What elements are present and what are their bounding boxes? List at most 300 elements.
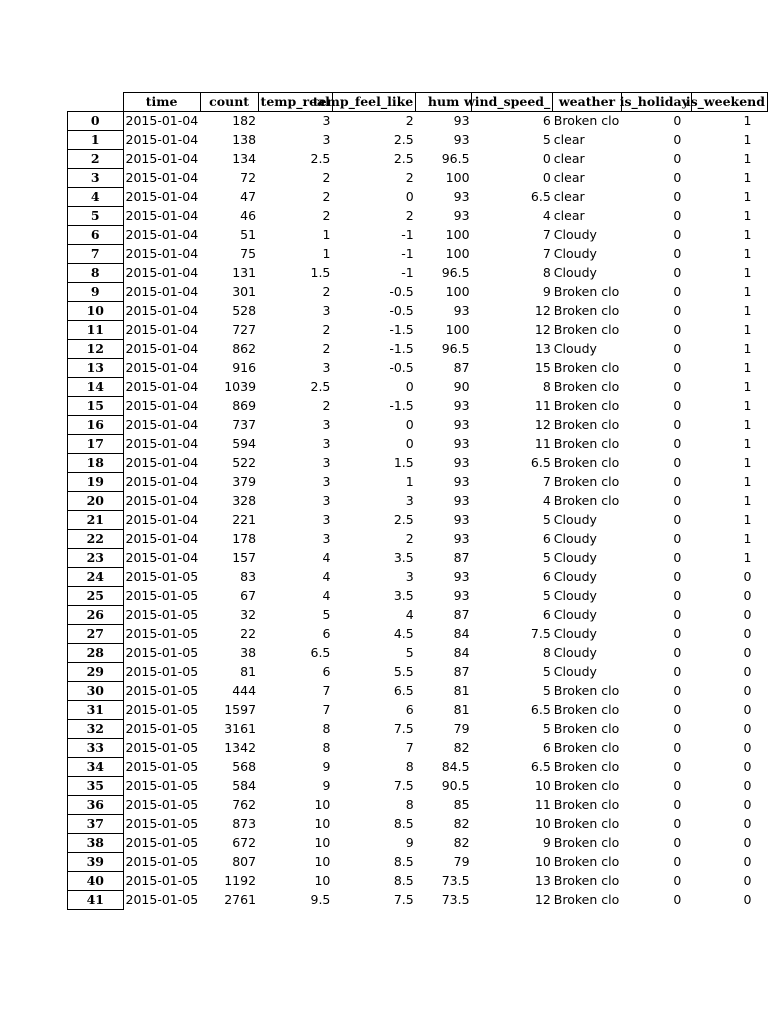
cell-count[interactable]: 737: [232, 417, 257, 432]
cell-time[interactable]: 2015-01-04: [125, 170, 199, 185]
cell-wind-speed[interactable]: 5: [542, 664, 551, 679]
cell-is-weekend[interactable]: 1: [743, 227, 752, 242]
table-row[interactable]: [68, 473, 768, 492]
cell-weather[interactable]: Cloudy: [553, 588, 597, 603]
table-row[interactable]: [68, 701, 768, 720]
row-index[interactable]: 28: [68, 644, 124, 663]
cell-is-holiday[interactable]: 0: [673, 588, 682, 603]
cell-hum[interactable]: 85: [453, 797, 470, 812]
cell-wind-speed[interactable]: 5: [542, 588, 551, 603]
cell-weather[interactable]: Broken clo: [553, 322, 620, 337]
cell-count[interactable]: 2761: [224, 892, 257, 907]
cell-count[interactable]: 301: [232, 284, 257, 299]
cell-is-holiday[interactable]: 0: [673, 797, 682, 812]
table-row[interactable]: [68, 796, 768, 815]
cell-is-holiday[interactable]: 0: [673, 208, 682, 223]
cell-count[interactable]: 3161: [224, 721, 257, 736]
column-header-temp-real[interactable]: temp_real: [258, 93, 332, 112]
cell-is-weekend[interactable]: 0: [743, 569, 752, 584]
cell-is-holiday[interactable]: 0: [673, 664, 682, 679]
cell-temp-real[interactable]: 3: [322, 493, 331, 508]
column-header-is-weekend[interactable]: is_weekend: [691, 93, 767, 112]
cell-is-holiday[interactable]: 0: [673, 512, 682, 527]
cell-is-weekend[interactable]: 1: [743, 512, 752, 527]
row-index[interactable]: 30: [68, 682, 124, 701]
cell-is-weekend[interactable]: 1: [743, 398, 752, 413]
row-index[interactable]: 20: [68, 492, 124, 511]
cell-count[interactable]: 157: [232, 550, 257, 565]
row-index[interactable]: 37: [68, 815, 124, 834]
cell-count[interactable]: 67: [240, 588, 257, 603]
cell-temp-real[interactable]: 10: [314, 873, 331, 888]
cell-count[interactable]: 221: [232, 512, 257, 527]
cell-wind-speed[interactable]: 11: [534, 398, 551, 413]
cell-is-weekend[interactable]: 0: [743, 626, 752, 641]
cell-temp-feel-like[interactable]: 4: [405, 607, 414, 622]
cell-temp-real[interactable]: 6: [322, 626, 331, 641]
cell-count[interactable]: 134: [232, 151, 257, 166]
cell-count[interactable]: 75: [240, 246, 257, 261]
cell-wind-speed[interactable]: 8: [542, 265, 551, 280]
cell-weather[interactable]: Broken clo: [553, 778, 620, 793]
table-row[interactable]: [68, 682, 768, 701]
cell-weather[interactable]: Broken clo: [553, 113, 620, 129]
table-row[interactable]: [68, 834, 768, 853]
cell-hum[interactable]: 82: [453, 816, 470, 831]
cell-is-weekend[interactable]: 0: [743, 816, 752, 831]
cell-time[interactable]: 2015-01-05: [125, 835, 199, 850]
cell-hum[interactable]: 93: [453, 417, 470, 432]
cell-wind-speed[interactable]: 15: [534, 360, 551, 375]
cell-hum[interactable]: 87: [453, 607, 470, 622]
table-row[interactable]: [68, 511, 768, 530]
table-row[interactable]: [68, 226, 768, 245]
cell-is-holiday[interactable]: 0: [673, 550, 682, 565]
cell-weather[interactable]: Broken clo: [553, 474, 620, 489]
cell-time[interactable]: 2015-01-05: [125, 778, 199, 793]
table-row[interactable]: [68, 625, 768, 644]
cell-time[interactable]: 2015-01-04: [125, 474, 199, 489]
cell-hum[interactable]: 93: [453, 132, 470, 147]
cell-is-holiday[interactable]: 0: [673, 759, 682, 774]
cell-is-weekend[interactable]: 1: [743, 303, 752, 318]
cell-count[interactable]: 1192: [224, 873, 257, 888]
row-index[interactable]: 41: [68, 891, 124, 910]
cell-count[interactable]: 47: [240, 189, 257, 204]
cell-is-weekend[interactable]: 1: [743, 550, 752, 565]
cell-count[interactable]: 22: [240, 626, 257, 641]
table-row[interactable]: [68, 663, 768, 682]
cell-is-holiday[interactable]: 0: [673, 816, 682, 831]
table-row[interactable]: [68, 777, 768, 796]
table-row[interactable]: [68, 815, 768, 834]
cell-is-weekend[interactable]: 1: [743, 284, 752, 299]
cell-is-holiday[interactable]: 0: [673, 531, 682, 546]
cell-temp-feel-like[interactable]: 7.5: [393, 778, 414, 793]
cell-is-holiday[interactable]: 0: [673, 341, 682, 356]
cell-wind-speed[interactable]: 12: [534, 417, 551, 432]
table-row[interactable]: [68, 321, 768, 340]
cell-hum[interactable]: 79: [453, 854, 470, 869]
cell-temp-real[interactable]: 6: [322, 664, 331, 679]
cell-temp-feel-like[interactable]: 8: [405, 759, 414, 774]
cell-temp-real[interactable]: 4: [322, 569, 331, 584]
table-row[interactable]: [68, 169, 768, 188]
cell-hum[interactable]: 93: [453, 436, 470, 451]
column-header-wind-speed[interactable]: wind_speed_: [472, 93, 553, 112]
cell-is-holiday[interactable]: 0: [673, 113, 682, 129]
cell-temp-feel-like[interactable]: 2: [405, 208, 414, 223]
cell-count[interactable]: 131: [232, 265, 257, 280]
cell-count[interactable]: 727: [232, 322, 257, 337]
row-index[interactable]: 40: [68, 872, 124, 891]
cell-count[interactable]: 46: [240, 208, 257, 223]
cell-weather[interactable]: Broken clo: [553, 740, 620, 755]
cell-is-holiday[interactable]: 0: [673, 626, 682, 641]
cell-time[interactable]: 2015-01-04: [125, 227, 199, 242]
cell-hum[interactable]: 93: [453, 588, 470, 603]
cell-temp-real[interactable]: 7: [322, 702, 331, 717]
cell-temp-feel-like[interactable]: 5: [405, 645, 414, 660]
cell-weather[interactable]: Broken clo: [553, 759, 620, 774]
cell-temp-real[interactable]: 3: [322, 512, 331, 527]
cell-temp-feel-like[interactable]: 7.5: [393, 892, 414, 907]
cell-temp-real[interactable]: 9: [322, 778, 331, 793]
row-index[interactable]: 15: [68, 397, 124, 416]
cell-time[interactable]: 2015-01-04: [125, 322, 199, 337]
cell-time[interactable]: 2015-01-05: [125, 873, 199, 888]
column-header-temp-feel-like[interactable]: temp_feel_like: [332, 93, 415, 112]
cell-wind-speed[interactable]: 11: [534, 436, 551, 451]
cell-weather[interactable]: Broken clo: [553, 702, 620, 717]
cell-is-weekend[interactable]: 0: [743, 740, 752, 755]
cell-count[interactable]: 568: [232, 759, 257, 774]
row-index[interactable]: 10: [68, 302, 124, 321]
cell-time[interactable]: 2015-01-04: [125, 189, 199, 204]
row-index[interactable]: 18: [68, 454, 124, 473]
cell-temp-feel-like[interactable]: -0.5: [389, 303, 414, 318]
row-index[interactable]: 29: [68, 663, 124, 682]
cell-wind-speed[interactable]: 10: [534, 778, 551, 793]
cell-count[interactable]: 672: [232, 835, 257, 850]
cell-hum[interactable]: 93: [453, 208, 470, 223]
table-row[interactable]: [68, 359, 768, 378]
cell-is-holiday[interactable]: 0: [673, 303, 682, 318]
cell-wind-speed[interactable]: 7: [542, 474, 551, 489]
cell-is-holiday[interactable]: 0: [673, 892, 682, 907]
cell-weather[interactable]: Cloudy: [553, 664, 597, 679]
cell-wind-speed[interactable]: 9: [542, 835, 551, 850]
cell-count[interactable]: 869: [232, 398, 257, 413]
column-header-time[interactable]: time: [123, 93, 200, 112]
cell-temp-feel-like[interactable]: 3.5: [393, 550, 414, 565]
cell-is-holiday[interactable]: 0: [673, 474, 682, 489]
row-index[interactable]: 17: [68, 435, 124, 454]
cell-temp-real[interactable]: 9: [322, 759, 331, 774]
cell-time[interactable]: 2015-01-04: [125, 512, 199, 527]
cell-wind-speed[interactable]: 6.5: [530, 189, 551, 204]
row-index[interactable]: 21: [68, 511, 124, 530]
cell-hum[interactable]: 93: [453, 569, 470, 584]
table-row[interactable]: [68, 587, 768, 606]
cell-is-weekend[interactable]: 1: [743, 474, 752, 489]
cell-temp-feel-like[interactable]: 3: [405, 493, 414, 508]
cell-is-weekend[interactable]: 1: [743, 113, 752, 129]
cell-weather[interactable]: Cloudy: [553, 265, 597, 280]
cell-time[interactable]: 2015-01-05: [125, 645, 199, 660]
column-header-weather[interactable]: weather: [553, 93, 621, 112]
cell-weather[interactable]: clear: [553, 170, 585, 185]
table-row[interactable]: [68, 549, 768, 568]
table-row[interactable]: [68, 435, 768, 454]
cell-time[interactable]: 2015-01-05: [125, 588, 199, 603]
cell-temp-feel-like[interactable]: 5.5: [393, 664, 414, 679]
table-row[interactable]: [68, 112, 768, 131]
cell-is-weekend[interactable]: 1: [743, 265, 752, 280]
row-index[interactable]: 4: [68, 188, 124, 207]
cell-wind-speed[interactable]: 6.5: [530, 455, 551, 470]
cell-weather[interactable]: Broken clo: [553, 360, 620, 375]
cell-hum[interactable]: 84: [453, 645, 470, 660]
cell-weather[interactable]: clear: [553, 151, 585, 166]
cell-weather[interactable]: Cloudy: [553, 645, 597, 660]
cell-is-weekend[interactable]: 0: [743, 759, 752, 774]
cell-weather[interactable]: Cloudy: [553, 626, 597, 641]
cell-is-holiday[interactable]: 0: [673, 265, 682, 280]
cell-hum[interactable]: 87: [453, 664, 470, 679]
table-row[interactable]: [68, 207, 768, 226]
cell-hum[interactable]: 100: [445, 322, 470, 337]
row-index[interactable]: 39: [68, 853, 124, 872]
cell-temp-feel-like[interactable]: 0: [405, 417, 414, 432]
cell-is-holiday[interactable]: 0: [673, 417, 682, 432]
table-row[interactable]: [68, 739, 768, 758]
cell-hum[interactable]: 96.5: [441, 341, 470, 356]
cell-temp-feel-like[interactable]: -0.5: [389, 360, 414, 375]
cell-temp-feel-like[interactable]: -1.5: [389, 322, 414, 337]
cell-temp-real[interactable]: 8: [322, 740, 331, 755]
cell-is-holiday[interactable]: 0: [673, 246, 682, 261]
cell-weather[interactable]: Broken clo: [553, 873, 620, 888]
cell-weather[interactable]: Cloudy: [553, 550, 597, 565]
cell-weather[interactable]: Broken clo: [553, 493, 620, 508]
cell-time[interactable]: 2015-01-04: [125, 436, 199, 451]
cell-is-holiday[interactable]: 0: [673, 322, 682, 337]
cell-hum[interactable]: 81: [453, 683, 470, 698]
row-index[interactable]: 14: [68, 378, 124, 397]
cell-is-weekend[interactable]: 1: [743, 379, 752, 394]
cell-count[interactable]: 444: [232, 683, 257, 698]
cell-wind-speed[interactable]: 7: [542, 246, 551, 261]
cell-weather[interactable]: clear: [553, 208, 585, 223]
cell-temp-feel-like[interactable]: 1.5: [393, 455, 414, 470]
cell-hum[interactable]: 93: [453, 512, 470, 527]
table-row[interactable]: [68, 131, 768, 150]
cell-hum[interactable]: 93: [453, 493, 470, 508]
cell-count[interactable]: 594: [232, 436, 257, 451]
cell-temp-feel-like[interactable]: 6.5: [393, 683, 414, 698]
cell-hum[interactable]: 90: [453, 379, 470, 394]
cell-weather[interactable]: Broken clo: [553, 721, 620, 736]
row-index[interactable]: 19: [68, 473, 124, 492]
cell-temp-feel-like[interactable]: 2: [405, 113, 414, 129]
cell-is-weekend[interactable]: 1: [743, 151, 752, 166]
cell-temp-feel-like[interactable]: -1: [401, 246, 414, 261]
cell-time[interactable]: 2015-01-05: [125, 664, 199, 679]
row-index[interactable]: 5: [68, 207, 124, 226]
cell-count[interactable]: 528: [232, 303, 257, 318]
cell-temp-feel-like[interactable]: -1: [401, 265, 414, 280]
cell-weather[interactable]: Broken clo: [553, 683, 620, 698]
table-row[interactable]: [68, 853, 768, 872]
cell-wind-speed[interactable]: 4: [542, 493, 551, 508]
cell-hum[interactable]: 79: [453, 721, 470, 736]
cell-count[interactable]: 328: [232, 493, 257, 508]
cell-weather[interactable]: Cloudy: [553, 569, 597, 584]
cell-temp-feel-like[interactable]: 8: [405, 797, 414, 812]
cell-temp-real[interactable]: 8: [322, 721, 331, 736]
cell-wind-speed[interactable]: 0: [542, 151, 551, 166]
cell-temp-feel-like[interactable]: 2: [405, 170, 414, 185]
cell-count[interactable]: 1597: [224, 702, 257, 717]
table-row[interactable]: [68, 492, 768, 511]
cell-temp-real[interactable]: 3: [322, 474, 331, 489]
cell-weather[interactable]: Broken clo: [553, 398, 620, 413]
cell-time[interactable]: 2015-01-04: [125, 398, 199, 413]
cell-temp-feel-like[interactable]: 3.5: [393, 588, 414, 603]
cell-is-weekend[interactable]: 1: [743, 417, 752, 432]
cell-is-holiday[interactable]: 0: [673, 740, 682, 755]
cell-is-weekend[interactable]: 0: [743, 835, 752, 850]
cell-is-weekend[interactable]: 1: [743, 341, 752, 356]
cell-hum[interactable]: 87: [453, 550, 470, 565]
cell-wind-speed[interactable]: 13: [534, 873, 551, 888]
cell-is-weekend[interactable]: 0: [743, 588, 752, 603]
cell-count[interactable]: 51: [240, 227, 257, 242]
row-index[interactable]: 16: [68, 416, 124, 435]
cell-time[interactable]: 2015-01-04: [125, 360, 199, 375]
cell-wind-speed[interactable]: 12: [534, 303, 551, 318]
cell-weather[interactable]: Broken clo: [553, 417, 620, 432]
cell-hum[interactable]: 82: [453, 740, 470, 755]
cell-is-weekend[interactable]: 1: [743, 170, 752, 185]
cell-temp-feel-like[interactable]: -1.5: [389, 398, 414, 413]
cell-hum[interactable]: 87: [453, 360, 470, 375]
table-row[interactable]: [68, 340, 768, 359]
cell-is-weekend[interactable]: 0: [743, 702, 752, 717]
cell-weather[interactable]: clear: [553, 189, 585, 204]
column-header-count[interactable]: count: [200, 93, 258, 112]
cell-temp-feel-like[interactable]: -0.5: [389, 284, 414, 299]
cell-wind-speed[interactable]: 12: [534, 892, 551, 907]
cell-temp-real[interactable]: 2.5: [310, 151, 331, 166]
cell-temp-real[interactable]: 2: [322, 341, 331, 356]
cell-temp-feel-like[interactable]: 2: [405, 531, 414, 546]
cell-temp-feel-like[interactable]: 1: [405, 474, 414, 489]
cell-wind-speed[interactable]: 4: [542, 208, 551, 223]
table-row[interactable]: [68, 150, 768, 169]
table-row[interactable]: [68, 530, 768, 549]
cell-hum[interactable]: 82: [453, 835, 470, 850]
cell-temp-feel-like[interactable]: 0: [405, 189, 414, 204]
cell-wind-speed[interactable]: 5: [542, 683, 551, 698]
cell-weather[interactable]: Cloudy: [553, 531, 597, 546]
cell-is-weekend[interactable]: 0: [743, 645, 752, 660]
cell-count[interactable]: 138: [232, 132, 257, 147]
cell-time[interactable]: 2015-01-04: [125, 208, 199, 223]
cell-time[interactable]: 2015-01-04: [125, 455, 199, 470]
row-index[interactable]: 0: [68, 112, 124, 131]
cell-hum[interactable]: 73.5: [441, 873, 470, 888]
table-row[interactable]: [68, 568, 768, 587]
cell-time[interactable]: 2015-01-04: [125, 284, 199, 299]
cell-is-weekend[interactable]: 0: [743, 873, 752, 888]
cell-is-weekend[interactable]: 0: [743, 683, 752, 698]
table-row[interactable]: [68, 644, 768, 663]
cell-temp-real[interactable]: 2: [322, 189, 331, 204]
cell-temp-real[interactable]: 6.5: [310, 645, 331, 660]
cell-count[interactable]: 1039: [224, 379, 257, 394]
cell-wind-speed[interactable]: 10: [534, 854, 551, 869]
table-row[interactable]: [68, 283, 768, 302]
cell-is-weekend[interactable]: 0: [743, 721, 752, 736]
row-index[interactable]: 13: [68, 359, 124, 378]
cell-temp-real[interactable]: 3: [322, 531, 331, 546]
table-row[interactable]: [68, 416, 768, 435]
row-index[interactable]: 26: [68, 606, 124, 625]
cell-temp-real[interactable]: 4: [322, 588, 331, 603]
cell-count[interactable]: 862: [232, 341, 257, 356]
cell-is-weekend[interactable]: 1: [743, 322, 752, 337]
cell-time[interactable]: 2015-01-04: [125, 379, 199, 394]
cell-weather[interactable]: Cloudy: [553, 512, 597, 527]
cell-is-weekend[interactable]: 0: [743, 607, 752, 622]
cell-temp-feel-like[interactable]: 4.5: [393, 626, 414, 641]
cell-count[interactable]: 83: [240, 569, 257, 584]
cell-wind-speed[interactable]: 5: [542, 721, 551, 736]
row-index[interactable]: 6: [68, 226, 124, 245]
cell-time[interactable]: 2015-01-05: [125, 607, 199, 622]
cell-is-weekend[interactable]: 0: [743, 854, 752, 869]
cell-is-weekend[interactable]: 1: [743, 132, 752, 147]
cell-temp-real[interactable]: 2.5: [310, 379, 331, 394]
cell-is-holiday[interactable]: 0: [673, 721, 682, 736]
cell-is-weekend[interactable]: 0: [743, 797, 752, 812]
cell-is-holiday[interactable]: 0: [673, 189, 682, 204]
cell-is-weekend[interactable]: 0: [743, 664, 752, 679]
cell-hum[interactable]: 100: [445, 284, 470, 299]
cell-is-holiday[interactable]: 0: [673, 702, 682, 717]
cell-temp-real[interactable]: 7: [322, 683, 331, 698]
cell-wind-speed[interactable]: 8: [542, 379, 551, 394]
column-header-hum[interactable]: hum: [416, 93, 472, 112]
cell-is-holiday[interactable]: 0: [673, 854, 682, 869]
cell-count[interactable]: 72: [240, 170, 257, 185]
row-index[interactable]: 36: [68, 796, 124, 815]
cell-is-holiday[interactable]: 0: [673, 645, 682, 660]
table-row[interactable]: [68, 264, 768, 283]
cell-time[interactable]: 2015-01-05: [125, 816, 199, 831]
row-index[interactable]: 23: [68, 549, 124, 568]
cell-time[interactable]: 2015-01-05: [125, 854, 199, 869]
table-row[interactable]: [68, 397, 768, 416]
cell-wind-speed[interactable]: 11: [534, 797, 551, 812]
cell-is-holiday[interactable]: 0: [673, 493, 682, 508]
cell-hum[interactable]: 81: [453, 702, 470, 717]
cell-time[interactable]: 2015-01-04: [125, 303, 199, 318]
cell-weather[interactable]: Broken clo: [553, 892, 620, 907]
row-index[interactable]: 35: [68, 777, 124, 796]
